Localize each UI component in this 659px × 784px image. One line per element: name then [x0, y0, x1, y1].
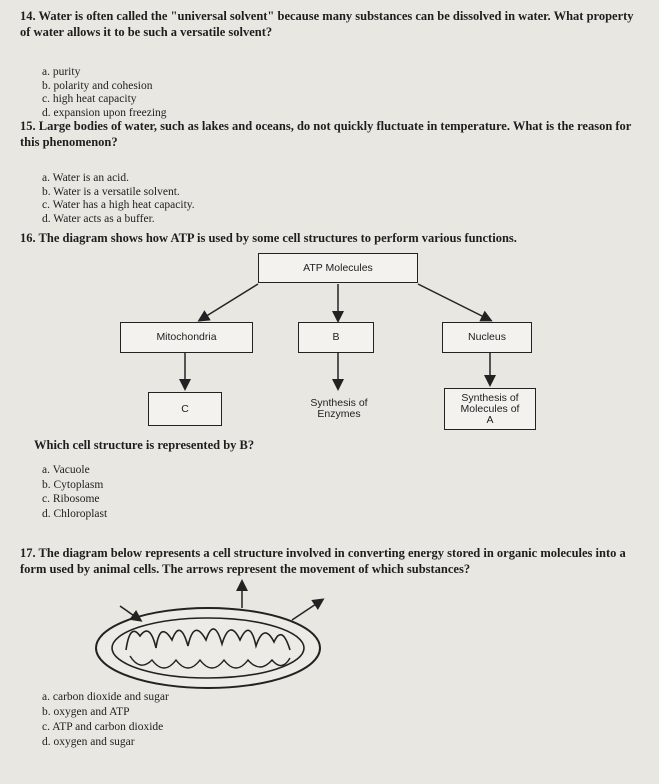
structure-c-box: C [148, 392, 222, 426]
q16-option-a[interactable]: a. Vacuole [42, 464, 90, 476]
question-15-stem: 15. Large bodies of water, such as lakes and oceans, do not quickly fluctuate in temperature. What is the reason for this phenomenon? [20, 119, 632, 149]
mitochondria-box: Mitochondria [120, 322, 253, 353]
question-16-stem: 16. The diagram shows how ATP is used by some cell structures to perform various functions. [20, 231, 517, 245]
q14-option-d[interactable]: d. expansion upon freezing [42, 106, 167, 119]
q15-option-d[interactable]: d. Water acts as a buffer. [42, 212, 155, 225]
question-14-stem: 14. Water is often called the "universal solvent" because many substances can be dissolved in water. What property of water allows it to be such a versatile solvent? [20, 9, 634, 39]
mitochondrion-icon [96, 608, 320, 688]
q17-option-a[interactable]: a. carbon dioxide and sugar [42, 691, 169, 703]
structure-b-box: B [298, 322, 374, 353]
q17-option-d[interactable]: d. oxygen and sugar [42, 736, 135, 748]
atp-molecules-box: ATP Molecules [258, 253, 418, 283]
q16-option-b[interactable]: b. Cytoplasm [42, 478, 104, 491]
question-17-options [42, 690, 169, 750]
q15-option-c[interactable]: c. Water has a high heat capacity. [42, 199, 195, 211]
q14-option-c[interactable]: c. high heat capacity [42, 93, 137, 105]
q17-option-b[interactable]: b. oxygen and ATP [42, 706, 130, 718]
q16-option-d[interactable]: d. Chloroplast [42, 507, 108, 520]
q15-option-b[interactable]: b. Water is a versatile solvent. [42, 185, 180, 198]
question-17-stem: 17. The diagram below represents a cell structure involved in converting energy stored in organic molecules into a form used by animal cells. The arrows represent the movement of which substances? [20, 546, 626, 576]
q15-option-a[interactable]: a. Water is an acid. [42, 172, 129, 184]
synthesis-molecules-a-box: Synthesis of Molecules of A [444, 388, 536, 430]
question-16-prompt: Which cell structure is represented by B? [34, 438, 255, 452]
q17-option-c[interactable]: c. ATP and carbon dioxide [42, 721, 164, 733]
nucleus-box: Nucleus [442, 322, 532, 353]
q14-option-a[interactable]: a. purity [42, 66, 81, 78]
synthesis-enzymes-label: Synthesis of Enzymes [310, 397, 368, 420]
q16-option-c[interactable]: c. Ribosome [42, 493, 100, 505]
q14-option-b[interactable]: b. polarity and cohesion [42, 79, 153, 92]
